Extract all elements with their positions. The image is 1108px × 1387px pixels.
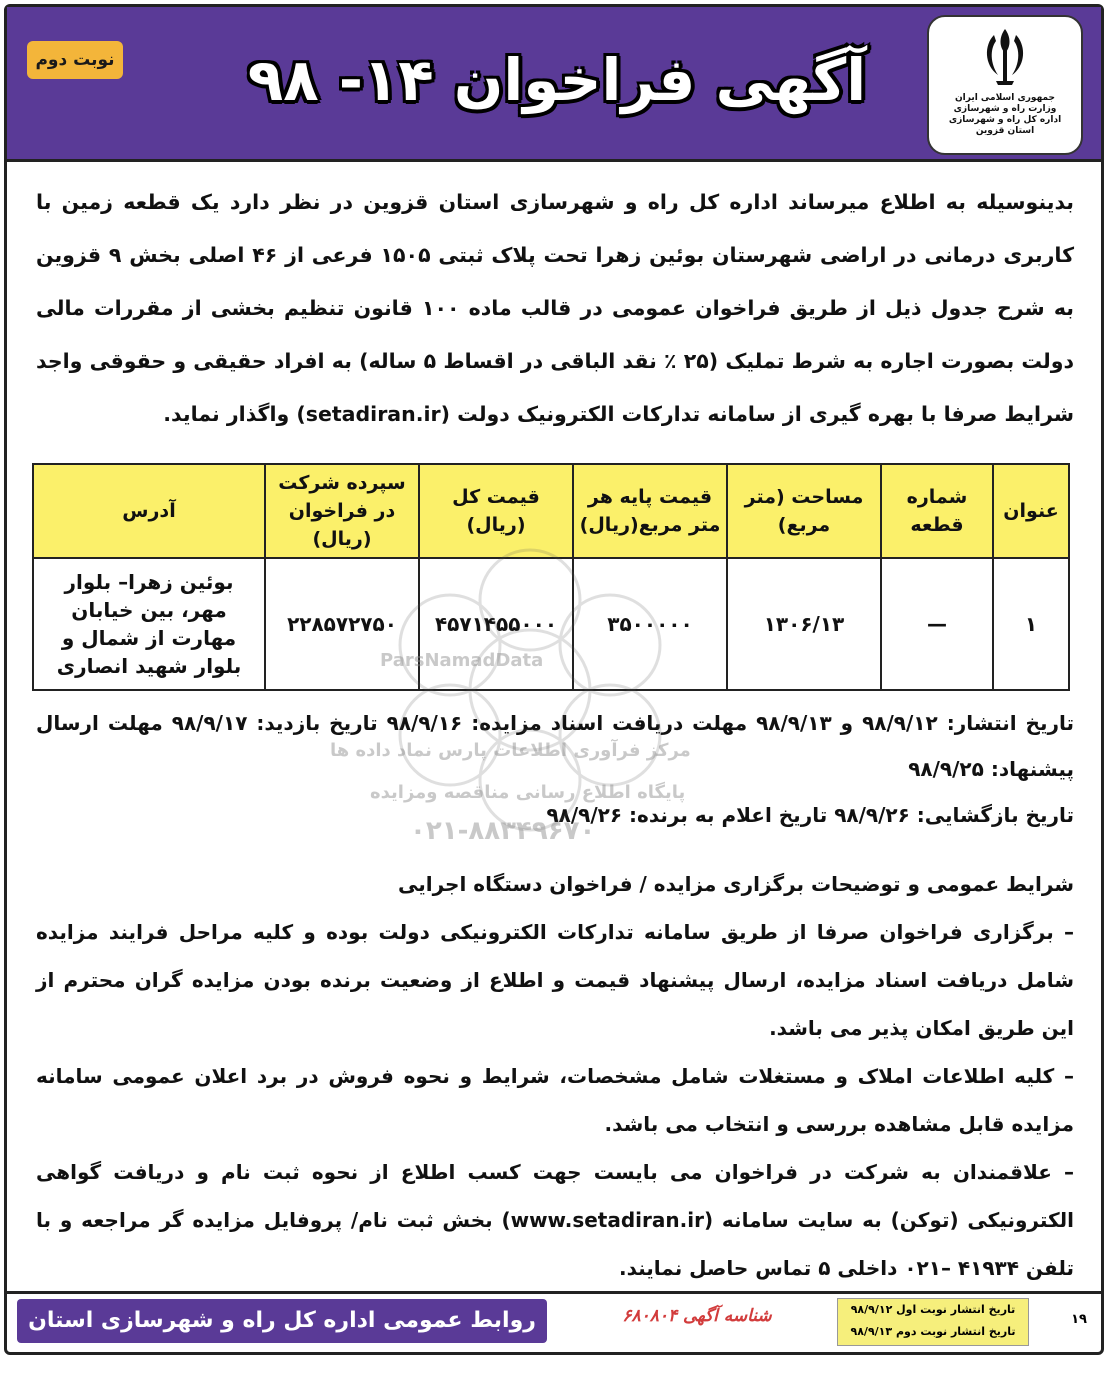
- watermark-text: پایگاه اطلاع رسانی مناقصه ومزایده: [370, 782, 686, 803]
- watermark-text: مرکز فرآوری اطلاعات پارس نماد داده ها: [330, 740, 691, 761]
- logo-line: استان قزوین: [975, 126, 1035, 136]
- cell-area: ۱۳۰۶/۱۳: [727, 558, 881, 690]
- pub-first-date: تاریخ انتشار نوبت اول ۹۸/۹/۱۲: [850, 1303, 1016, 1316]
- table-row: [33, 558, 1069, 690]
- logo-line: وزارت راه و شهرسازی: [953, 104, 1057, 114]
- conditions-block: [36, 860, 1074, 1292]
- watermark-brand: ParsNamadData: [380, 650, 544, 671]
- ad-header: [7, 7, 1101, 162]
- conditions-heading: شرایط عمومی و توضیحات برگزاری مزایده / فراخوان دستگاه اجرایی: [398, 872, 1074, 896]
- ad-footer: [7, 1291, 1101, 1377]
- property-table: [32, 463, 1070, 691]
- cell-base-price: ۳۵۰۰۰۰۰: [573, 558, 727, 690]
- cell-plot-number: —: [881, 558, 993, 690]
- logo-line: جمهوری اسلامی ایران: [954, 93, 1056, 103]
- cell-address: بوئین زهرا– بلوار مهر، بین خیابان مهارت از شمال و بلوار شهید انصاری: [33, 558, 265, 690]
- col-base-price: قیمت پایه هر متر مربع(ریال): [573, 464, 727, 558]
- table-header-row: [33, 464, 1069, 558]
- logo-line: اداره کل راه و شهرسازی: [948, 115, 1062, 125]
- col-total-price: قیمت کل (ریال): [419, 464, 573, 558]
- watermark-phone: ۰۲۱-۸۸۳۴۹۶۷۰: [410, 816, 596, 846]
- iran-emblem-icon: [972, 23, 1038, 89]
- pub-second-date: تاریخ انتشار نوبت دوم ۹۸/۹/۱۳: [850, 1325, 1016, 1338]
- ministry-logo: [927, 15, 1083, 155]
- col-plot-number: شماره قطعه: [881, 464, 993, 558]
- col-deposit: سپرده شرکت در فراخوان (ریال): [265, 464, 419, 558]
- condition-item: – برگزاری فراخوان صرفا از طریق سامانه تدارکات الکترونیکی دولت بوده و کلیه مراحل فرایند مزایده شامل دریافت اسناد مزایده، ارسال پیشنهاد قیمت و اطلاع از وضعیت برنده بودن مزایده گران محترم از این طریق امکان پذیر می باشد.: [36, 920, 1074, 1040]
- dates-line: تاریخ بازگشایی: ۹۸/۹/۲۶ تاریخ اعلام به برنده: ۹۸/۹/۲۶: [546, 803, 1074, 827]
- cell-total-price: ۴۵۷۱۴۵۵۰۰۰: [419, 558, 573, 690]
- col-area: مساحت (متر مربع): [727, 464, 881, 558]
- public-relations-label: روابط عمومی اداره کل راه و شهرسازی استان قزوین: [17, 1299, 547, 1343]
- condition-item: – علاقمندان به شرکت در فراخوان می بایست جهت کسب اطلاع از نحوه ثبت نام و دریافت گواهی الکترونیکی (توکن) به سایت سامانه (www.setadiran.ir) بخش ثبت نام/ پروفایل مزایده گر مراجعه و با تلفن ۴۱۹۳۴ –۰۲۱ داخلی ۵ تماس حاصل نمایند.: [36, 1160, 1074, 1280]
- intro-paragraph: بدینوسیله به اطلاع میرساند اداره کل راه و شهرسازی استان قزوین در نظر دارد یک قطعه زمین با کاربری درمانی در اراضی شهرستان بوئین زهرا تحت پلاک ثبتی ۱۵۰۵ فرعی از ۴۶ اصلی بخش ۹ قزوین به شرح جدول ذیل از طریق فراخوان عمومی در قالب ماده ۱۰۰ قانون تنظیم بخشی از مقررات مالی دولت بصورت اجاره به شرط تملیک (۲۵ ٪ نقد الباقی در اقساط ۵ ساله) به افراد حقیقی و حقوقی واجد شرایط صرفا با بهره گیری از سامانه تدارکات الکترونیک دولت (setadiran.ir) واگذار نماید.: [36, 190, 1074, 426]
- col-address: آدرس: [33, 464, 265, 558]
- page-number: ۱۹: [1071, 1312, 1087, 1327]
- dates-line: تاریخ انتشار: ۹۸/۹/۱۲ و ۹۸/۹/۱۳ مهلت دریافت اسناد مزایده: ۹۸/۹/۱۶ تاریخ بازدید: ۹۸/۹/۱۷ مهلت ارسال پیشنهاد: ۹۸/۹/۲۵: [36, 711, 1075, 781]
- cell-deposit: ۲۲۸۵۷۲۷۵۰: [265, 558, 419, 690]
- ad-id: شناسه آگهی ۶۸۰۸۰۴: [622, 1306, 772, 1326]
- publication-dates: [837, 1298, 1029, 1346]
- round-badge: نوبت دوم: [27, 41, 123, 79]
- col-title: عنوان: [993, 464, 1069, 558]
- cell-title: ۱: [993, 558, 1069, 690]
- ad-title: آگهی فراخوان ۱۴- ۹۸: [247, 46, 867, 114]
- condition-item: – کلیه اطلاعات املاک و مستغلات شامل مشخصات، شرایط و نحوه فروش در برد اعلان عمومی سامانه مزایده قابل مشاهده بررسی و انتخاب می باشد.: [36, 1064, 1074, 1136]
